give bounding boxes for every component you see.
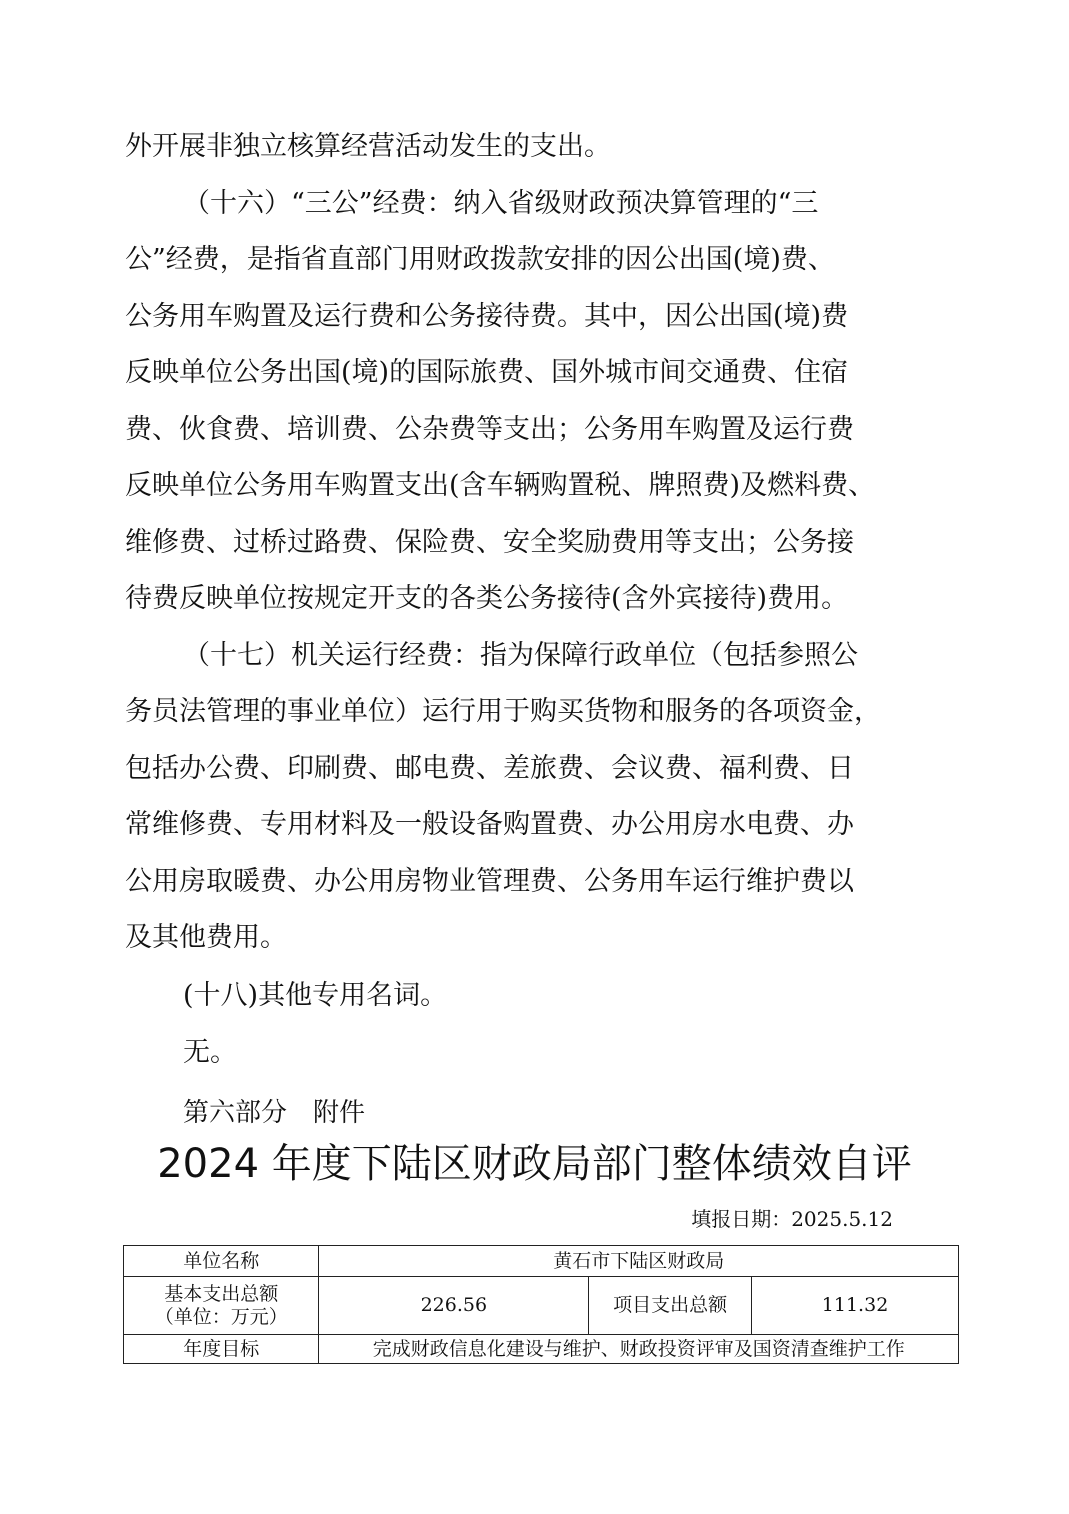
self-evaluation-table	[123, 1245, 959, 1364]
basic-expense-label-line2: （单位：万元）	[154, 1305, 288, 1328]
text-line: 及其他费用。	[125, 922, 287, 953]
text-line: 公用房取暖费、办公用房物业管理费、公务用车运行维护费以	[125, 865, 854, 897]
text-line: 费、伙食费、培训费、公杂费等支出；公务用车购置及运行费	[125, 413, 854, 445]
basic-expense-label	[124, 1277, 319, 1335]
project-expense-label: 项目支出总额	[589, 1277, 752, 1335]
text-line: 公务用车购置及运行费和公务接待费。其中，因公出国(境)费	[125, 300, 849, 332]
basic-expense-value: 226.56	[319, 1277, 589, 1335]
basic-expense-label-line1: 基本支出总额	[164, 1282, 279, 1305]
text-line: 外开展非独立核算经营活动发生的支出。	[125, 131, 611, 162]
table-row	[124, 1246, 959, 1277]
none-text: 无。	[183, 1037, 237, 1068]
unit-name-value: 黄石市下陆区财政局	[319, 1246, 959, 1277]
annual-goal-value: 完成财政信息化建设与维护、财政投资评审及国资清查维护工作	[319, 1335, 959, 1364]
text-line: 维修费、过桥过路费、保险费、安全奖励费用等支出；公务接	[125, 526, 854, 558]
page-title: 2024 年度下陆区财政局部门整体绩效自评	[157, 1141, 912, 1187]
text-line: （十七）机关运行经费：指为保障行政单位（包括参照公	[183, 639, 858, 671]
item-18: (十八)其他专用名词。	[183, 980, 448, 1011]
body-text	[125, 119, 915, 967]
table-row	[124, 1277, 959, 1335]
text-line: 包括办公费、印刷费、邮电费、差旅费、会议费、福利费、日	[125, 752, 854, 784]
text-line: （十六）“三公”经费：纳入省级财政预决算管理的“三	[183, 187, 819, 219]
project-expense-value: 111.32	[752, 1277, 959, 1335]
part-heading: 第六部分 附件	[183, 1098, 366, 1128]
unit-name-label: 单位名称	[124, 1246, 319, 1277]
text-line: 待费反映单位按规定开支的各类公务接待(含外宾接待)费用。	[125, 583, 849, 614]
text-line: 常维修费、专用材料及一般设备购置费、办公用房水电费、办	[125, 809, 854, 840]
fill-date: 填报日期：2025.5.12	[691, 1207, 893, 1231]
annual-goal-label: 年度目标	[124, 1335, 319, 1364]
text-line: 公”经费，是指省直部门用财政拨款安排的因公出国(境)费、	[125, 244, 835, 275]
text-line: 务员法管理的事业单位）运行用于购买货物和服务的各项资金，	[125, 696, 881, 727]
text-line: 反映单位公务用车购置支出(含车辆购置税、牌照费)及燃料费、	[125, 470, 876, 501]
table-row	[124, 1335, 959, 1364]
text-line: 反映单位公务出国(境)的国际旅费、国外城市间交通费、住宿	[125, 357, 849, 388]
